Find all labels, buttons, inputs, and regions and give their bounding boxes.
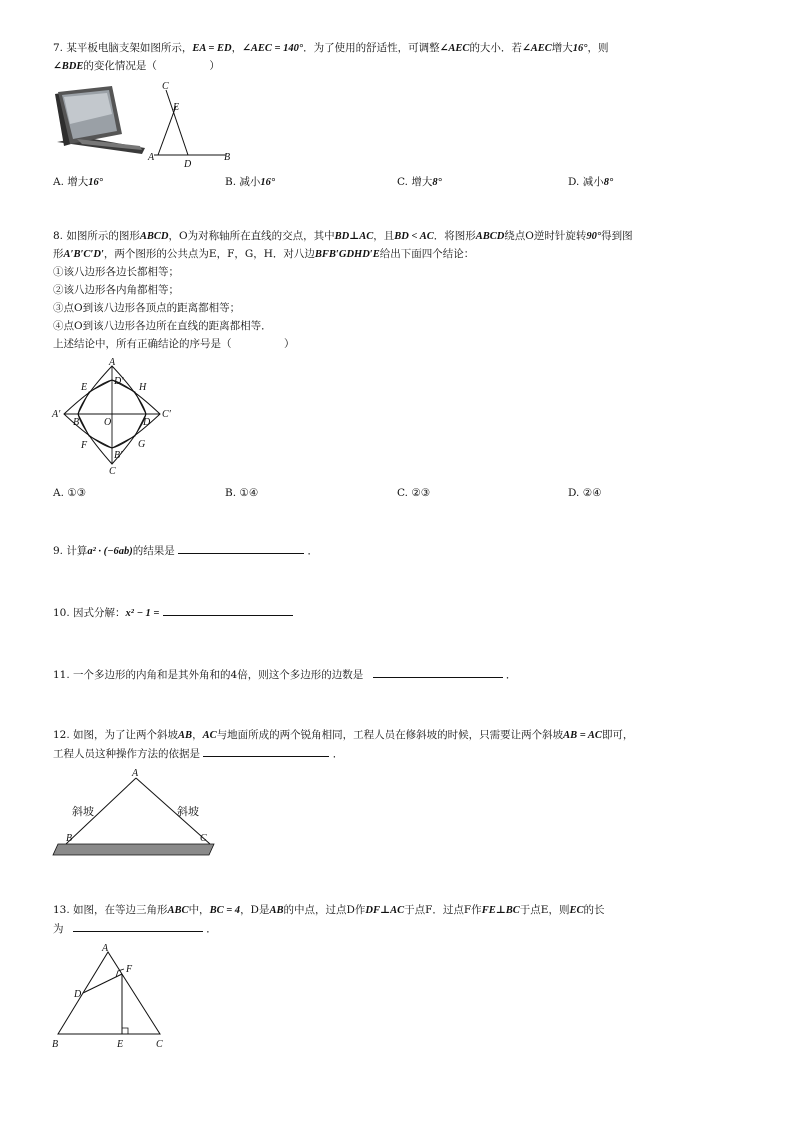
q8-label-C: C — [109, 466, 116, 477]
q8-label-D: D — [143, 417, 151, 428]
q7-label-E: E — [173, 102, 180, 113]
q7-label-B: B — [224, 152, 231, 163]
q13-diagram — [50, 942, 175, 1052]
q7-option-c[interactable]: C. 增大8° — [397, 176, 442, 188]
q13-label-D: D — [74, 989, 82, 1000]
q8-option-a[interactable]: A. ①③ — [53, 487, 87, 499]
tablet-stand-photo — [52, 84, 147, 156]
q12-stem-line2: 工程人员这种操作方法的依据是 ． — [53, 745, 343, 761]
q7-label-A: A — [148, 152, 155, 163]
q11-answer-blank[interactable] — [373, 666, 503, 678]
q8-label-A: A — [109, 357, 116, 368]
q13-answer-blank[interactable] — [73, 920, 203, 932]
q13-label-A: A — [102, 943, 109, 954]
q9-number: 9. — [53, 545, 64, 557]
q12-label-A: A — [132, 768, 139, 779]
q13-label-F: F — [126, 964, 133, 975]
q8-label-B: B — [73, 417, 80, 428]
q8-diagram — [52, 358, 177, 476]
q8-option-d[interactable]: D. ②④ — [568, 487, 602, 499]
q13-stem-line2: 为 ． — [53, 920, 217, 936]
q13-label-E: E — [117, 1039, 124, 1050]
q8-stem-line1: 8. 如图所示的图形ABCD，O为对称轴所在直线的交点，其中BD⊥AC，且BD < AC．将图形ABCD绕点O逆时针旋转90°得到图 — [53, 230, 633, 242]
q8-statement-1: ①该八边形各边长都相等； — [53, 266, 179, 278]
q8-question: 上述结论中，所有正确结论的序号是（ ） — [53, 338, 295, 350]
q8-label-Dp: D′ — [114, 376, 124, 387]
q12-number: 12. — [53, 729, 70, 741]
q8-label-O: O — [104, 417, 112, 428]
q8-label-Cp: C′ — [162, 409, 171, 420]
q7-label-D: D — [184, 159, 192, 170]
q7-stem-line2: ∠BDE的变化情况是（ ） — [53, 60, 220, 72]
q7-diagram — [148, 81, 238, 170]
q8-label-G: G — [138, 439, 146, 450]
q7-option-d[interactable]: D. 减小8° — [568, 176, 614, 188]
q8-label-F: F — [81, 440, 88, 451]
q8-statement-3: ③点O到该八边形各顶点的距离都相等； — [53, 302, 241, 314]
q13-stem-line1: 13. 如图，在等边三角形ABC中，BC = 4，D是AB的中点，过点D作DF⊥AC于点F．过点F作FE⊥BC于点E，则EC的长 — [53, 904, 605, 916]
q10-answer-blank[interactable] — [163, 604, 293, 616]
q12-label-slope-right: 斜坡 — [177, 805, 199, 818]
q12-label-C: C — [200, 833, 207, 844]
q11-number: 11. — [53, 669, 70, 681]
q8-option-c[interactable]: C. ②③ — [397, 487, 431, 499]
q8-label-H: H — [139, 382, 147, 393]
q8-statement-4: ④点O到该八边形各边所在直线的距离都相等． — [53, 320, 272, 332]
q10-number: 10. — [53, 607, 70, 619]
q8-label-E: E — [81, 382, 88, 393]
q7-label-C: C — [162, 81, 169, 92]
q13-label-B: B — [52, 1039, 59, 1050]
q8-number: 8. — [53, 230, 64, 242]
q7-stem-line1: 7. 某平板电脑支架如图所示，EA = ED，∠AEC = 140°．为了使用的舒适性，可调整∠AEC的大小．若∠AEC增大16°，则 — [53, 42, 609, 54]
q12-answer-blank[interactable] — [203, 745, 329, 757]
q10-stem: 10. 因式分解：x² − 1 = — [53, 604, 293, 620]
q9-stem: 9. 计算a² · (−6ab)的结果是 ． — [53, 542, 318, 558]
q8-label-Ap: A′ — [52, 409, 61, 420]
q7-option-a[interactable]: A. 增大16° — [53, 176, 103, 188]
q7-number: 7. — [53, 42, 64, 54]
q8-stem-line2: 形A′B′C′D′，两个图形的公共点为E，F，G，H．对八边BFB′GDHD′E给出下面四个结论： — [53, 248, 475, 260]
q13-label-C: C — [156, 1039, 163, 1050]
q12-label-slope-left: 斜坡 — [72, 805, 94, 818]
q8-option-b[interactable]: B. ①④ — [225, 487, 259, 499]
q12-label-B: B — [66, 833, 73, 844]
q8-statement-2: ②该八边形各内角都相等； — [53, 284, 179, 296]
q8-label-Bp: B′ — [114, 450, 123, 461]
q7-option-b[interactable]: B. 减小16° — [225, 176, 276, 188]
q12-diagram — [52, 766, 217, 858]
q12-stem-line1: 12. 如图，为了让两个斜坡AB，AC与地面所成的两个锐角相同，工程人员在修斜坡的时候，只需要让两个斜坡AB = AC即可， — [53, 729, 634, 741]
q13-number: 13. — [53, 904, 70, 916]
q9-answer-blank[interactable] — [178, 542, 304, 554]
q11-stem: 11. 一个多边形的内角和是其外角和的4倍，则这个多边形的边数是 ． — [53, 666, 516, 682]
